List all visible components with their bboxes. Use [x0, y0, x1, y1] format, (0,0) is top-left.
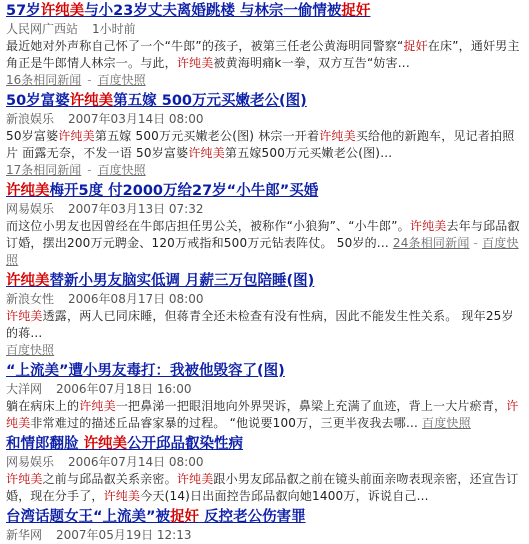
snippet-text: 跟小男友邱品叡之前在镜头前面亲吻表现亲密，还宣告订婚，现在分手了， — [6, 472, 519, 503]
snippet-text: 去年与邱品叡订婚，摆出200万元聘金、120万戒指和500万元钻表阵仗。 50岁的... — [6, 219, 520, 250]
same-news-link[interactable]: 16条相同新闻 — [6, 73, 82, 87]
result-links — [6, 342, 525, 359]
title-text: 梅开5度 付2000万给27岁“小牛郎”买婚 — [49, 183, 319, 199]
snippet-highlight: 许纯美 — [319, 129, 356, 143]
result-links — [6, 72, 525, 89]
title-text: 50岁富婆 — [6, 93, 70, 109]
title-highlight: 捉奸 — [341, 3, 371, 19]
snippet-text: 躺在病床上的 — [6, 399, 80, 413]
result-source: 新华网 — [6, 528, 43, 542]
snippet-text: 被黄海明痛k一拳，双方互告“妨害... — [213, 56, 410, 70]
snippet-highlight: 许纯美 — [176, 472, 214, 486]
snippet-highlight: 许纯美 — [6, 309, 43, 323]
result-meta — [6, 111, 525, 128]
search-result — [6, 2, 525, 89]
link-separator: - — [87, 163, 92, 177]
snippet-text: 第五嫁500万元买嫩老公(图)... — [224, 146, 393, 160]
result-time: 2006年08月17日 08:00 — [68, 292, 204, 306]
title-highlight: 捉奸 — [170, 509, 200, 525]
title-highlight: 许纯美 — [69, 93, 114, 109]
result-source: 网易娱乐 — [6, 202, 55, 216]
snippet-text: 今天(14)日出面控告邱品叡向她1400万，诉说自己... — [140, 489, 429, 503]
snippet-highlight: 许纯美 — [6, 472, 43, 486]
snippet-highlight: 许纯美 — [188, 146, 225, 160]
snippet-text: 在床”，通奸男主角正是牛郎情人林宗一。与此， — [6, 39, 520, 70]
result-source: 人民网广西站 — [6, 22, 79, 36]
same-news-link[interactable]: 17条相同新闻 — [6, 163, 82, 177]
result-time: 2006年07月14日 08:00 — [68, 455, 204, 469]
result-meta — [6, 381, 525, 398]
result-title-link[interactable] — [6, 362, 525, 381]
title-text: “上流美”遭小男友毒打：我被他毁容了(图) — [6, 363, 285, 379]
snippet-highlight: 许纯美 — [6, 399, 519, 430]
result-time: 2007年03月13日 07:32 — [68, 202, 204, 216]
title-highlight: 许纯美 — [6, 273, 50, 289]
snippet-text: 之前与邱品叡关系亲密。 — [42, 472, 177, 486]
snippet-highlight: 许纯美 — [176, 56, 214, 70]
result-source: 新浪娱乐 — [6, 112, 55, 126]
result-title-link[interactable] — [6, 435, 525, 454]
snippet-highlight: 许纯美 — [409, 219, 447, 233]
title-text: 公开邱品叡染性病 — [127, 436, 244, 452]
snippet-highlight: 捉奸 — [403, 39, 428, 53]
result-source: 网易娱乐 — [6, 455, 55, 469]
snippet-text: 一把鼻涕一把眼泪地向外界哭诉，鼻梁上充满了血迹，背上一大片瘀青， — [115, 399, 507, 413]
snapshot-link[interactable]: 百度快照 — [97, 73, 146, 87]
link-separator: - — [87, 73, 92, 87]
title-text: 57岁 — [6, 3, 41, 19]
snippet-text: 50岁富婆 — [6, 129, 59, 143]
snapshot-link[interactable]: 百度快照 — [6, 343, 55, 357]
snippet-highlight: 许纯美 — [58, 129, 95, 143]
result-snippet — [6, 38, 525, 72]
result-source: 新浪女性 — [6, 292, 55, 306]
result-meta — [6, 201, 525, 218]
result-meta — [6, 291, 525, 308]
snapshot-link[interactable]: 百度快照 — [6, 236, 519, 267]
snippet-text: 买给他的新跑车，见记者拍照片 面露无奈，不发一语 50岁富婆 — [6, 129, 515, 160]
result-time: 2007年03月14日 08:00 — [68, 112, 204, 126]
result-meta — [6, 454, 525, 471]
snapshot-link[interactable]: 百度快照 — [422, 416, 471, 430]
link-separator: - — [473, 236, 479, 250]
snapshot-link[interactable]: 百度快照 — [97, 163, 146, 177]
title-highlight: 许纯美 — [83, 436, 128, 452]
search-result — [6, 508, 525, 544]
title-text: 和情郎翻脸 — [6, 436, 84, 452]
result-snippet — [6, 218, 525, 269]
result-snippet — [6, 471, 525, 505]
result-title-link[interactable] — [6, 272, 525, 291]
same-news-link[interactable]: 24条相同新闻 — [392, 236, 470, 250]
title-text: 替新小男友脑实低调 月薪三万包陪睡(图) — [49, 273, 315, 289]
result-title-link[interactable] — [6, 508, 525, 527]
snippet-text: 而这位小男友也因曾经在牛郎店担任男公关，被称作“小狼狗”、“小牛郎”。 — [6, 219, 410, 233]
result-snippet — [6, 308, 525, 342]
search-result — [6, 92, 525, 179]
title-text: 台湾话题女王“上流美”被 — [6, 509, 171, 525]
search-result — [6, 435, 525, 505]
result-meta — [6, 527, 525, 544]
result-time: 2007年05月19日 12:13 — [56, 528, 192, 542]
title-highlight: 许纯美 — [6, 183, 50, 199]
result-snippet — [6, 128, 525, 162]
result-title-link[interactable] — [6, 92, 525, 111]
snippet-text: 非常难过的描述丘品睿家暴的过程。 “他说要100万，三更半夜我去哪... — [30, 416, 418, 430]
snippet-highlight: 许纯美 — [79, 399, 116, 413]
snippet-text: 透露，两人已同床睡，但蒋青全还未检查有没有性病，因此不能发生性关系。 现年25岁的蒋... — [6, 309, 514, 340]
result-snippet — [6, 398, 525, 432]
title-highlight: 许纯美 — [40, 3, 85, 19]
title-text: 与小23岁丈夫离婚跳楼 与林宗一偷情被 — [84, 3, 342, 19]
result-meta — [6, 21, 525, 38]
title-text: 第五嫁 500万元买嫩老公(图) — [113, 93, 307, 109]
result-time: 1小时前 — [92, 22, 136, 36]
search-result — [6, 182, 525, 269]
snippet-highlight: 许纯美 — [103, 489, 141, 503]
result-source: 大洋网 — [6, 382, 43, 396]
result-links — [6, 162, 525, 179]
title-text: 反控老公伤害罪 — [199, 509, 306, 525]
snippet-text: 第五嫁 500万元买嫩老公(图) 林宗一开着 — [94, 129, 320, 143]
result-time: 2006年07月18日 16:00 — [56, 382, 192, 396]
result-title-link[interactable] — [6, 2, 525, 21]
result-title-link[interactable] — [6, 182, 525, 201]
search-result — [6, 362, 525, 432]
search-result — [6, 272, 525, 359]
snippet-text: 最近她对外声称自己怀了一个“牛郎”的孩子，被第三任老公黄海明同警察“ — [6, 39, 404, 53]
